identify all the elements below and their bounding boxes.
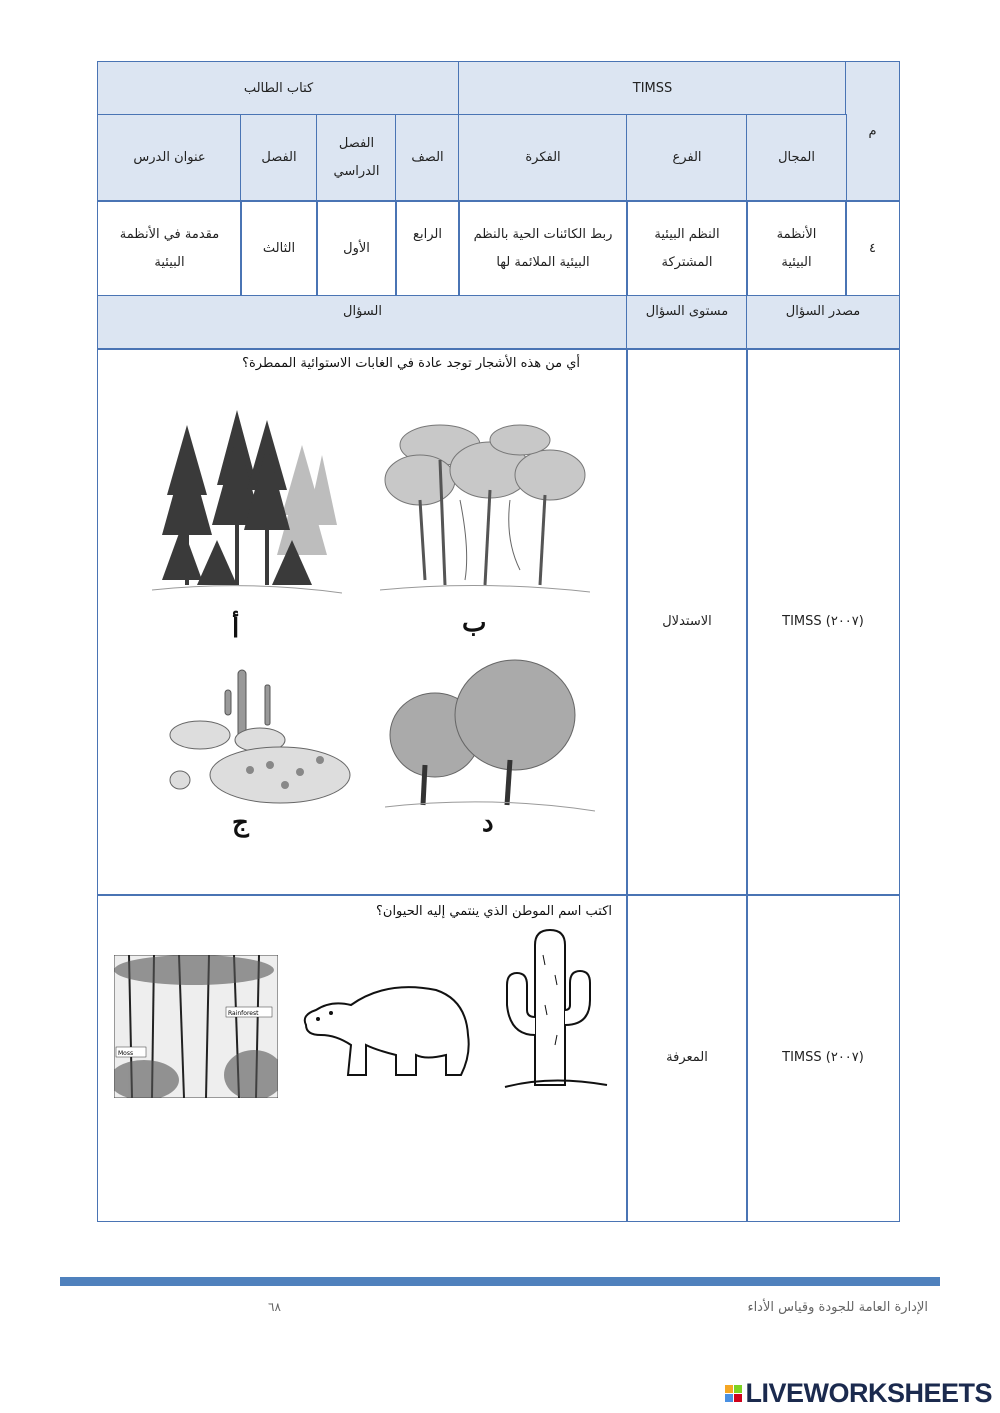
chapter-cell: [240, 200, 318, 297]
liveworksheets-text: LIVEWORKSHEETS: [745, 1378, 992, 1408]
semester-label: الفصل الدراسي: [333, 136, 380, 179]
domain-value: الأنظمة البيئية: [776, 226, 817, 270]
num-value: ٤: [869, 240, 876, 256]
semester-cell: [316, 200, 397, 297]
timss-label: TIMSS: [632, 80, 673, 96]
timss-header: [458, 61, 847, 116]
branch-value: النظم البيئية المشتركة: [654, 226, 720, 270]
domain-header: [746, 114, 847, 202]
grade-header: [395, 114, 460, 202]
num-header: [845, 61, 900, 202]
question1-level-cell: [626, 348, 748, 896]
footer-org: الإدارة العامة للجودة وقياس الأداء: [747, 1300, 928, 1315]
chapter-label: الفصل: [261, 150, 297, 165]
question2-text: اكتب اسم الموطن الذي ينتمي إليه الحيوان؟: [376, 904, 612, 919]
question1-text: أي من هذه الأشجار توجد عادة في الغابات الاستوائية الممطرة؟: [242, 356, 580, 371]
page-number: ٦٨: [268, 1300, 281, 1314]
conifer-forest-figure: [152, 405, 342, 605]
question1-level: الاستدلال: [662, 614, 712, 629]
idea-cell: [458, 200, 628, 297]
branch-header: [626, 114, 748, 202]
semester-value: الأول: [343, 240, 370, 256]
rainforest-tree-figure: [380, 410, 590, 605]
question1-source: TIMSS (٢٠٠٧): [782, 614, 864, 629]
lesson-title-label: عنوان الدرس: [133, 150, 206, 165]
idea-header: [458, 114, 628, 202]
lesson-title-value: مقدمة في الأنظمة البيئية: [119, 226, 220, 270]
chapter-value: الثالث: [262, 240, 296, 256]
deciduous-trees-figure: [385, 655, 595, 815]
sign-moss: Moss: [118, 1050, 134, 1057]
sign-rainforest: Rainforest: [228, 1010, 259, 1017]
num-label: م: [868, 123, 877, 139]
forest-scene-figure: [114, 955, 278, 1098]
label-jim: ج: [232, 808, 249, 838]
idea-value: ربط الكائنات الحية بالنظم البيئية الملائمة لها: [473, 226, 613, 270]
lesson-title-header: [97, 114, 242, 202]
idea-label: الفكرة: [525, 150, 561, 165]
level-header-label: مستوى السؤال: [645, 304, 729, 319]
label-alef: أ: [232, 614, 240, 644]
source-header: [746, 295, 900, 350]
desert-plants-figure: [160, 660, 360, 810]
question2-source-cell: [746, 894, 900, 1222]
liveworksheets-logo[interactable]: [725, 1378, 992, 1409]
source-header-label: مصدر السؤال: [785, 304, 861, 319]
cactus-figure: [495, 925, 610, 1093]
domain-cell: [746, 200, 847, 297]
question1-source-cell: [746, 348, 900, 896]
question2-source: TIMSS (٢٠٠٧): [782, 1050, 864, 1065]
lesson-title-cell: [97, 200, 242, 297]
domain-label: المجال: [778, 150, 815, 165]
num-cell: [845, 200, 900, 297]
level-header: [626, 295, 748, 350]
liveworksheets-icon: [725, 1385, 742, 1402]
footer-bar: [60, 1277, 940, 1286]
semester-header: [316, 114, 397, 202]
question2-level: المعرفة: [666, 1050, 708, 1065]
branch-label: الفرع: [672, 150, 702, 165]
label-dal: د: [482, 808, 494, 838]
label-ba: ب: [462, 608, 487, 638]
grade-cell: [395, 200, 460, 297]
student-book-header: [97, 61, 460, 116]
question2-level-cell: [626, 894, 748, 1222]
grade-label: الصف: [411, 150, 444, 165]
question-header-label: السؤال: [343, 304, 382, 319]
polar-bear-figure: [296, 975, 481, 1085]
chapter-header: [240, 114, 318, 202]
grade-value: الرابع: [413, 227, 442, 242]
question-header: [97, 295, 628, 350]
branch-cell: [626, 200, 748, 297]
student-book-label: كتاب الطالب: [243, 80, 314, 96]
